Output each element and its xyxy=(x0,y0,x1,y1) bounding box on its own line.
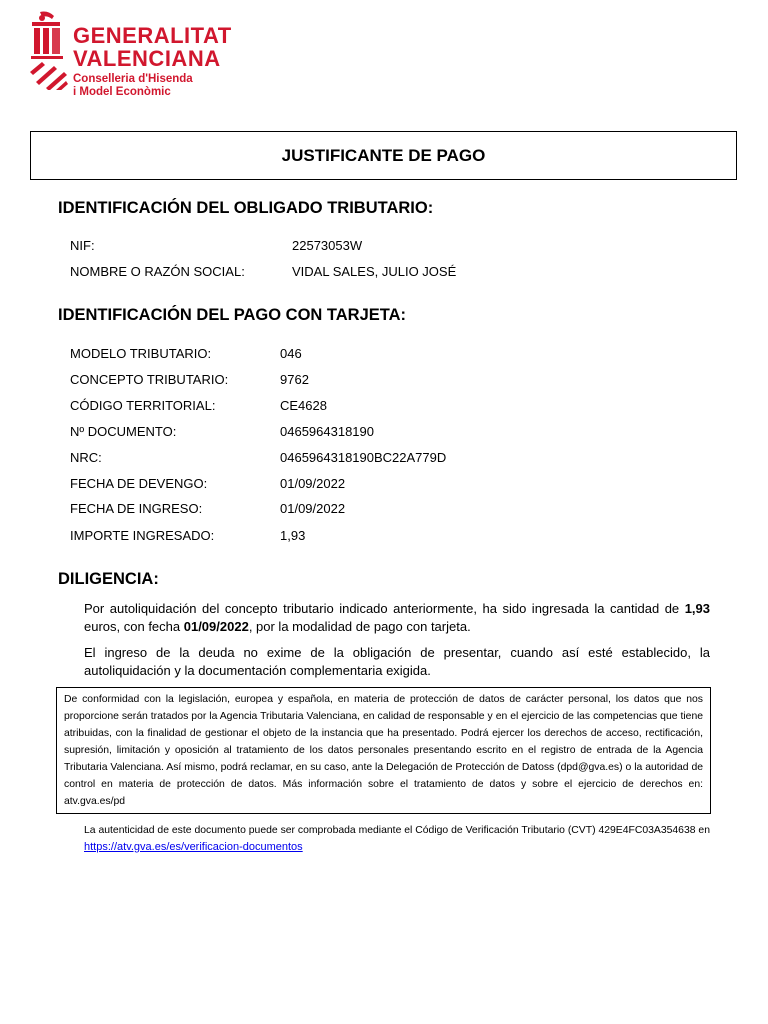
generalitat-logo xyxy=(28,10,248,105)
pago-label: IMPORTE INGRESADO: xyxy=(70,528,215,543)
pago-value: 9762 xyxy=(280,372,309,387)
nombre-label: NOMBRE O RAZÓN SOCIAL: xyxy=(70,264,245,279)
pago-value: 0465964318190 xyxy=(280,424,374,439)
pago-label: FECHA DE DEVENGO: xyxy=(70,476,208,491)
diligencia-paragraph-2: El ingreso de la deuda no exime de la obligación de presentar, cuando así esté establecido, la autoliquidación y la documentación complementaria exigida. xyxy=(84,645,710,678)
pago-value: 0465964318190BC22A779D xyxy=(280,450,447,465)
org-name-line2: VALENCIANA xyxy=(73,46,221,71)
pago-label: FECHA DE INGRESO: xyxy=(70,501,203,516)
diligencia-amount: 1,93 xyxy=(684,601,710,616)
pago-value: 1,93 xyxy=(280,528,306,543)
nif-label: NIF: xyxy=(70,238,95,253)
department-line2: i Model Econòmic xyxy=(73,86,171,98)
nombre-value: VIDAL SALES, JULIO JOSÉ xyxy=(292,264,457,279)
pago-value: 01/09/2022 xyxy=(280,476,346,491)
pago-label: NRC: xyxy=(70,450,102,465)
pago-label: CONCEPTO TRIBUTARIO: xyxy=(70,372,229,387)
pago-label: MODELO TRIBUTARIO: xyxy=(70,346,212,361)
org-name-line1: GENERALITAT xyxy=(73,23,232,48)
diligencia-text-b: euros, con fecha xyxy=(84,619,184,634)
diligencia-text-a: Por autoliquidación del concepto tributario indicado anteriormente, ha sido ingresada la cantidad de xyxy=(84,601,685,616)
department-line1: Conselleria d'Hisenda xyxy=(73,73,193,85)
cvt-verification xyxy=(84,823,710,856)
diligencia-text-c: , por la modalidad de pago con tarjeta. xyxy=(248,619,471,634)
pago-value: 046 xyxy=(280,346,302,361)
diligencia-paragraph-1 xyxy=(84,600,710,636)
diligencia-date: 01/09/2022 xyxy=(183,619,249,634)
pago-heading: IDENTIFICACIÓN DEL PAGO CON TARJETA: xyxy=(58,306,407,324)
nif-value: 22573053W xyxy=(292,238,363,253)
pago-label: Nº DOCUMENTO: xyxy=(70,424,177,439)
obligado-heading: IDENTIFICACIÓN DEL OBLIGADO TRIBUTARIO: xyxy=(58,199,434,217)
verification-link[interactable]: https://atv.gva.es/es/verificacion-documentos xyxy=(84,841,303,853)
diligencia-heading: DILIGENCIA: xyxy=(58,570,159,588)
document-title: JUSTIFICANTE DE PAGO xyxy=(30,131,737,180)
data-protection-notice: De conformidad con la legislación, europea y española, en materia de protección de datos de carácter personal, los datos que nos proporcione serán tratados por la Agencia Tributaria Valenciana, en calidad de responsable y en el ejercicio de las competencias que tiene atribuidas, con la finalidad de gestionar el objeto de la instancia que ha presentado. Podrá ejercer los derechos de acceso, rectificación, supresión, limitación y oposición al tratamiento de los datos personales presentando escrito en el registro de entrada de la Agencia Tributaria Valenciana. Así mismo, podrá reclamar, en su caso, ante la Delegación de Protección de Datoss (dpd@gva.es) o la autoridad de control en materia de protección de datos. Más información sobre el tratamiento de datos y sobre el ejercicio de derechos en: atv.gva.es/pd xyxy=(56,687,711,814)
coat-of-arms-icon xyxy=(28,10,68,90)
pago-value: 01/09/2022 xyxy=(280,501,346,516)
pago-value: CE4628 xyxy=(280,398,327,413)
cvt-text: La autenticidad de este documento puede ser comprobada mediante el Código de Verificación Tributario (CVT) 429E4FC03A354638 en xyxy=(84,825,710,836)
pago-label: CÓDIGO TERRITORIAL: xyxy=(70,398,216,413)
